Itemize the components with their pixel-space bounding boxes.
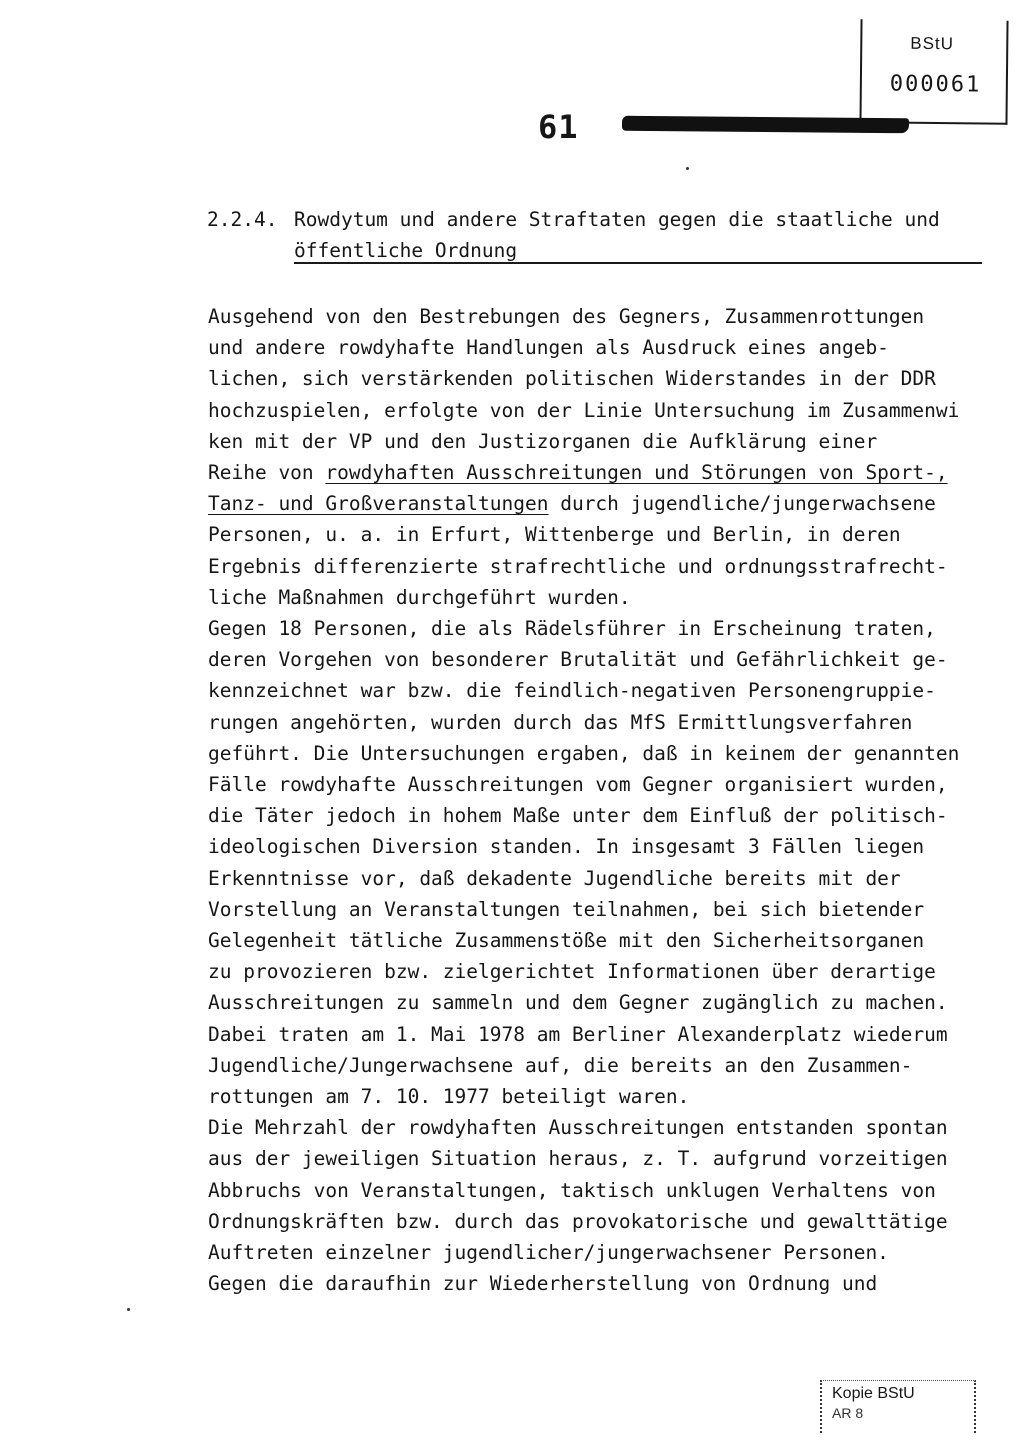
- body-line: Gegen 18 Personen, die als Rädelsführer in Erscheinung traten,: [208, 617, 936, 641]
- body-line: Erkenntnisse vor, daß dekadente Jugendliche bereits mit der: [208, 866, 901, 890]
- body-line: hochzuspielen, erfolgte von der Linie Untersuchung im Zusammenwi: [208, 398, 960, 422]
- underlined-phrase: rowdyhaften Ausschreitungen und Störungen von Sport-,: [325, 461, 948, 485]
- copy-stamp: [820, 1380, 976, 1433]
- underlined-phrase: Tanz- und Großveranstaltungen: [208, 492, 549, 516]
- scan-speck: [127, 1308, 130, 1311]
- body-line: Abbruchs von Veranstaltungen, taktisch unklugen Verhaltens von: [208, 1178, 936, 1202]
- body-line-suffix: durch jugendliche/jungerwachsene: [548, 492, 936, 516]
- body-line: und andere rowdyhafte Handlungen als Ausdruck eines angeb-: [208, 336, 889, 360]
- body-line: ken mit der VP und den Justizorganen die Aufklärung einer: [208, 429, 878, 453]
- body-line: ideologischen Diversion standen. In insgesamt 3 Fällen liegen: [208, 835, 925, 859]
- copy-stamp-line1: Kopie BStU: [832, 1385, 915, 1402]
- body-line: Die Mehrzahl der rowdyhaften Ausschreitungen entstanden spontan: [208, 1116, 948, 1140]
- body-line: aus der jeweiligen Situation heraus, z. T. aufgrund vorzeitigen: [208, 1147, 948, 1171]
- body-line: die Täter jedoch in hohem Maße unter dem Einfluß der politisch-: [208, 804, 948, 828]
- body-line: Ausgehend von den Bestrebungen des Gegners, Zusammenrottungen: [208, 305, 925, 328]
- body-line: Dabei traten am 1. Mai 1978 am Berliner Alexanderplatz wiederum: [208, 1022, 948, 1046]
- copy-stamp-line2: AR 8: [832, 1405, 864, 1421]
- body-line: Gelegenheit tätliche Zusammenstöße mit den Sicherheitsorganen: [208, 929, 925, 953]
- body-line: rottungen am 7. 10. 1977 beteiligt waren.: [208, 1085, 690, 1109]
- body-line: Auftreten einzelner jugendlicher/jungerwachsener Personen.: [208, 1241, 889, 1265]
- body-line: Ausschreitungen zu sammeln und dem Gegner zugänglich zu machen.: [208, 991, 948, 1015]
- section-title-line1: Rowdytum und andere Straftaten gegen die staatliche und: [294, 208, 940, 231]
- body-line: rungen angehörten, wurden durch das MfS Ermittlungsverfahren: [208, 710, 913, 734]
- body-line-prefix: Reihe von: [208, 461, 326, 485]
- body-line: Fälle rowdyhafte Ausschreitungen vom Gegner organisiert wurden,: [208, 773, 948, 797]
- body-line: geführt. Die Untersuchungen ergaben, daß in keinem der genannten: [208, 741, 960, 765]
- body-line: Jugendliche/Jungerwachsene auf, die bereits an den Zusammen-: [208, 1053, 913, 1077]
- archive-stamp-org: BStU: [910, 33, 955, 54]
- body-line: Vorstellung an Veranstaltungen teilnahmen, bei sich bietender: [208, 897, 925, 921]
- body-line: deren Vorgehen von besonderer Brutalität und Gefährlichkeit ge-: [208, 648, 948, 672]
- body-line: Ergebnis differenzierte strafrechtliche und ordnungsstrafrecht-: [208, 554, 948, 578]
- body-line: kennzeichnet war bzw. die feindlich-negativen Personengruppie-: [208, 679, 936, 703]
- page-number: 61: [538, 108, 579, 146]
- body-line-underlined: [208, 488, 998, 519]
- body-line: Gegen die daraufhin zur Wiederherstellung von Ordnung und: [208, 1272, 878, 1296]
- body-line: lichen, sich verstärkenden politischen Widerstandes in der DDR: [208, 367, 936, 391]
- section-title-underline: [294, 262, 982, 264]
- body-line: zu provozieren bzw. zielgerichtet Informationen über derartige: [208, 960, 936, 984]
- archive-stamp-number: 000061: [889, 71, 982, 98]
- section-title-line2: öffentliche Ordnung: [294, 239, 518, 262]
- body-line-underlined: [208, 457, 998, 488]
- body-line: Personen, u. a. in Erfurt, Wittenberge und Berlin, in deren: [208, 523, 901, 547]
- archive-stamp: [859, 19, 1008, 125]
- body-line: Ordnungskräften bzw. durch das provokatorische und gewalttätige: [208, 1209, 948, 1233]
- body-line: liche Maßnahmen durchgeführt wurden.: [208, 585, 631, 609]
- scan-speck: [686, 167, 689, 170]
- section-number: 2.2.4.: [207, 208, 278, 231]
- body-text: [208, 301, 998, 1300]
- redaction-bar: [622, 116, 909, 134]
